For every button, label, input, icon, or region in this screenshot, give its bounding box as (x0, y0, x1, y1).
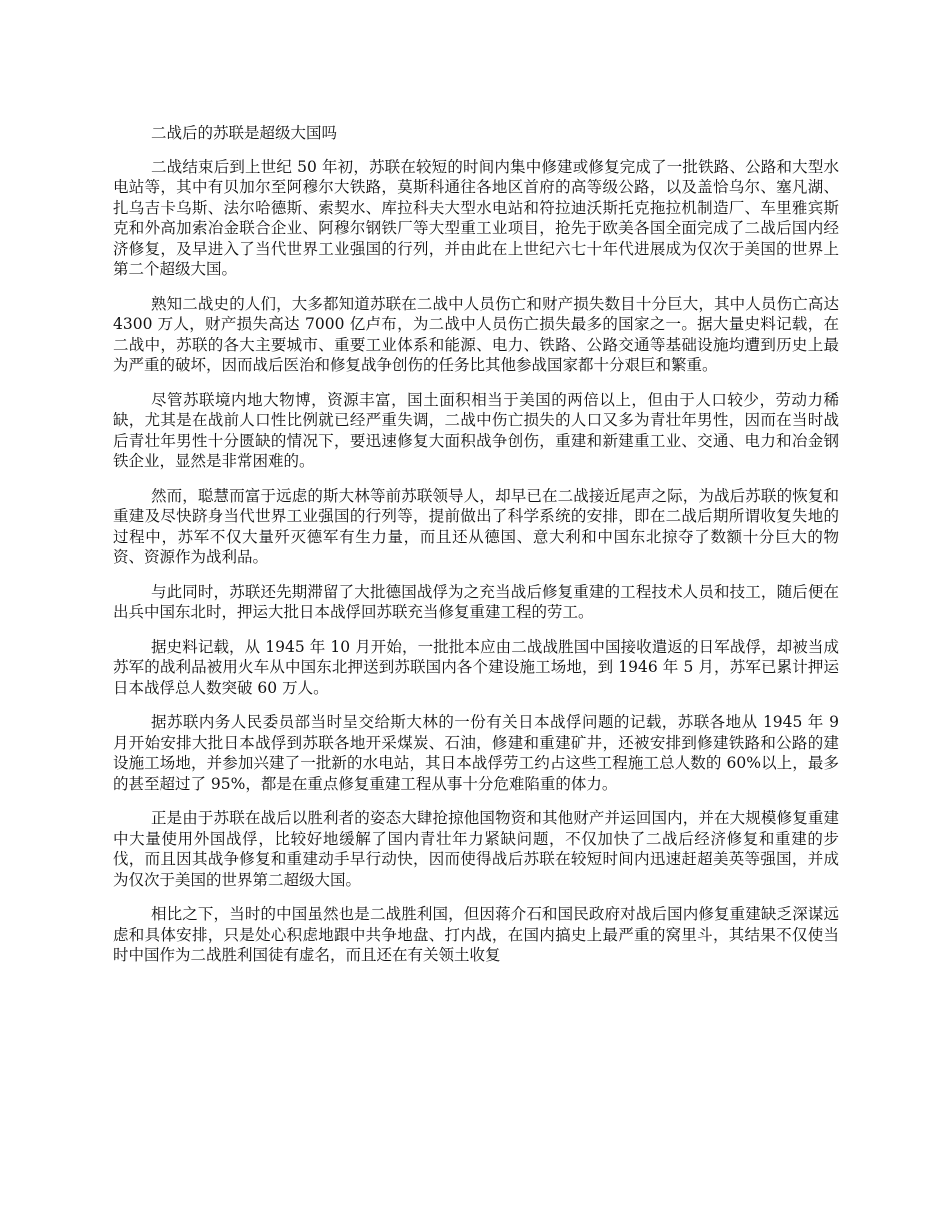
paragraph-8: 正是由于苏联在战后以胜利者的姿态大肆抢掠他国物资和其他财产并运回国内，并在大规模修复重建中大量使用外国战俘，比较好地缓解了国内青壮年力紧缺问题，不仅加快了二战后经济修复和重建的步伐，而且因其战争修复和重建动手早行动快，因而使得战后苏联在较短时间内迅速赶超美英等强国，并成为仅次于美国的世界第二超级大国。 (113, 809, 839, 889)
paragraph-5: 与此同时，苏联还先期滞留了大批德国战俘为之充当战后修复重建的工程技术人员和技工，随后便在出兵中国东北时，押运大批日本战俘回苏联充当修复重建工程的劳工。 (113, 582, 839, 621)
paragraph-6: 据史料记载，从 1945 年 10 月开始，一批批本应由二战战胜国中国接收遣返的日军战俘，却被当成苏军的战利品被用火车从中国东北押送到苏联国内各个建设施工场地，到 1946 年 5 月，苏军已累计押运日本战俘总人数突破 60 万人。 (113, 637, 839, 697)
paragraph-4: 然而，聪慧而富于远虑的斯大林等前苏联领导人，却早已在二战接近尾声之际，为战后苏联的恢复和重建及尽快跻身当代世界工业强国的行列等，提前做出了科学系统的安排，即在二战后期所谓收复失地的过程中，苏军不仅大量歼灭德军有生力量，而且还从德国、意大利和中国东北掠夺了数额十分巨大的物资、资源作为战利品。 (113, 486, 839, 566)
paragraph-2: 熟知二战史的人们，大多都知道苏联在二战中人员伤亡和财产损失数目十分巨大，其中人员伤亡高达 4300 万人，财产损失高达 7000 亿卢布，为二战中人员伤亡损失最多的国家之一。据大量史料记载，在二战中，苏联的各大主要城市、重要工业体系和能源、电力、铁路、公路交通等基础设施均遭到历史上最为严重的破坏，因而战后医治和修复战争创伤的任务比其他参战国家都十分艰巨和繁重。 (113, 294, 839, 374)
paragraph-9: 相比之下，当时的中国虽然也是二战胜利国，但因蒋介石和国民政府对战后国内修复重建缺乏深谋远虑和具体安排，只是处心积虑地跟中共争地盘、打内战，在国内搞史上最严重的窝里斗，其结果不仅使当时中国作为二战胜利国徒有虚名，而且还在有关领土收复 (113, 905, 839, 964)
paragraph-3: 尽管苏联境内地大物博，资源丰富，国土面积相当于美国的两倍以上，但由于人口较少，劳动力稀缺，尤其是在战前人口性比例就已经严重失调，二战中伤亡损失的人口又多为青壮年男性，因而在当时战后青壮年男性十分匮缺的情况下，要迅速修复大面积战争创伤，重建和新建重工业、交通、电力和冶金钢铁企业，显然是非常困难的。 (113, 390, 839, 470)
document-title: 二战后的苏联是超级大国吗 (151, 124, 338, 142)
paragraph-7: 据苏联内务人民委员部当时呈交给斯大林的一份有关日本战俘问题的记载，苏联各地从 1945 年 9 月开始安排大批日本战俘到苏联各地开采煤炭、石油，修建和重建矿井，还被安排到修建铁路和公路的建设施工场地，并参加兴建了一批新的水电站，其日本战俘劳工约占这些工程施工总人数的 60%以上，最多的甚至超过了 95%，都是在重点修复重建工程从事十分危难陷重的体力。 (113, 713, 839, 793)
paragraph-1: 二战结束后到上世纪 50 年初，苏联在较短的时间内集中修建或修复完成了一批铁路、公路和大型水电站等，其中有贝加尔至阿穆尔大铁路，莫斯科通往各地区首府的高等级公路，以及盖恰乌尔、塞凡湖、扎乌吉卡乌斯、法尔哈德斯、索契水、库拉科夫大型水电站和符拉迪沃斯托克拖拉机制造厂、车里雅宾斯克和外高加索冶金联合企业、阿穆尔钢铁厂等大型重工业项目，抢先于欧美各国全面完成了二战后国内经济修复，及早进入了当代世界工业强国的行列，并由此在上世纪六七十年代进展成为仅次于美国的世界上第二个超级大国。 (113, 157, 839, 278)
document-page (113, 123, 839, 980)
